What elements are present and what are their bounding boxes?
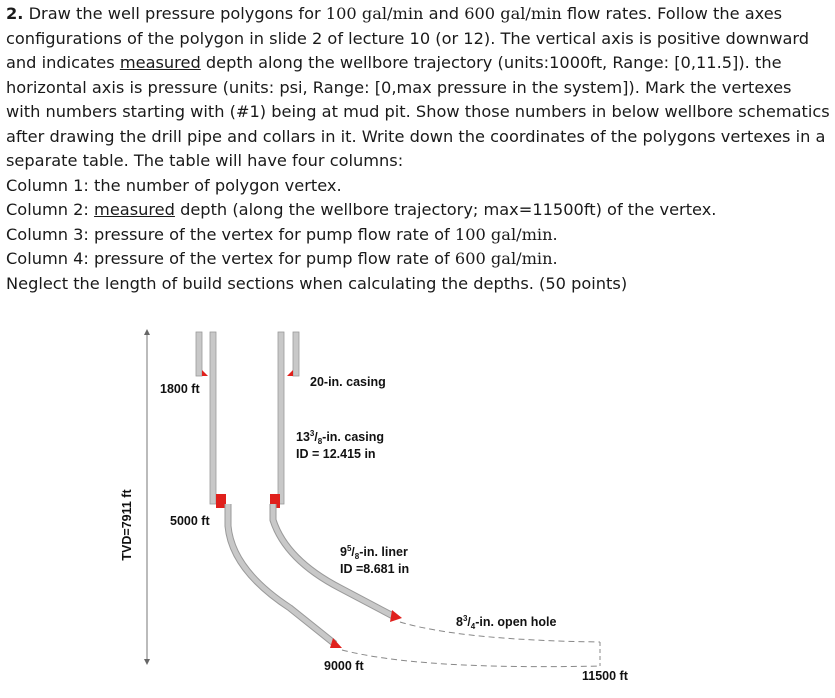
liner-label: $9^5/_8-in$. liner xyxy=(340,544,408,561)
underlined-word: measured xyxy=(94,200,175,219)
open-hole-size: 8 xyxy=(456,615,463,629)
casing-13in-wall-right xyxy=(278,332,284,504)
question-text-part: depth (along the wellbore trajectory; max=11500ft) of the vertex. xyxy=(174,200,717,219)
question-text-part: Column 2: xyxy=(6,200,95,219)
tvd-label: TVD=7911 ft xyxy=(120,489,134,561)
column-4-desc xyxy=(6,247,830,272)
depth-9000-label: 9000 ft xyxy=(324,659,364,673)
open-hole-label: $8^3/_4-in$. open hole xyxy=(456,614,557,631)
casing-20in-shoe-right xyxy=(287,370,293,376)
depth-5000-label: 5000 ft xyxy=(170,514,210,528)
casing-13in-id: ID = 12.415 in xyxy=(296,447,376,461)
fraction-denominator: 4 xyxy=(470,622,476,631)
column-2-desc xyxy=(6,198,830,223)
instruction-last: Neglect the length of build sections when calculating the depths. (50 points) xyxy=(6,273,628,293)
underlined-word: measured xyxy=(119,53,201,72)
casing-20in-label: 20-in. casing xyxy=(310,375,386,389)
casing-13in-type: -in. casing xyxy=(322,430,384,444)
fraction-numerator: 3 xyxy=(309,429,315,438)
question-text xyxy=(6,2,830,296)
liner-type: -in. liner xyxy=(359,545,408,559)
question-text-part: . xyxy=(552,249,558,268)
fraction-numerator: 3 xyxy=(462,614,468,623)
flow-rate: 600 gal/min xyxy=(454,249,553,268)
liner-shoe-right xyxy=(390,610,402,622)
casing-20in-shoe-left xyxy=(202,370,208,376)
fraction-denominator: 8 xyxy=(354,552,360,561)
question-text-part: flow rates. Follow the axes configurations of the polygon in slide 2 of lecture 10 (or 12). The vertical axis is positive downward and indicates xyxy=(6,4,810,72)
question-text-part: Column 3: pressure of the vertex for pump flow rate of xyxy=(6,224,455,244)
wellbore-schematic xyxy=(0,320,835,698)
liner-wall-right xyxy=(273,504,393,616)
casing-13in-wall-left xyxy=(210,332,216,504)
liner-id: ID =8.681 in xyxy=(340,562,410,576)
question-text-part: . xyxy=(552,224,558,244)
flow-rate-1: 100 gal/min xyxy=(325,4,424,23)
fraction-numerator: 5 xyxy=(346,544,352,553)
question-paragraph xyxy=(6,2,830,174)
depth-1800-label: 1800 ft xyxy=(160,382,200,396)
casing-13in-size: 13 xyxy=(296,430,310,444)
column-3-desc xyxy=(6,223,830,248)
casing-13in-label: $13^3/_8-in$. casing xyxy=(296,429,384,446)
casing-20in-wall-right xyxy=(293,332,299,376)
question-text-part: Draw the well pressure polygons for xyxy=(28,4,326,23)
flow-rate-2: 600 gal/min xyxy=(464,4,562,23)
question-text-part: Column 4: pressure of the vertex for pump flow rate of xyxy=(6,249,455,268)
question-text-part: depth along the wellbore trajectory (units:1000ft, Range: [0,11.5]). the horizontal axis is pressure (units: psi, Range: [0,max pressure in the system]). Mark the vertexes with numbers starting with (#1) being at mud pit. Show those numbers in below wellbore schematics after drawing the drill pipe and collars in it. Write down the coordinates of the polygons vertexes in a separate table. The table will have four columns: xyxy=(6,53,830,170)
open-hole-type: -in. open hole xyxy=(475,615,557,629)
column-1-desc: Column 1: the number of polygon vertex. xyxy=(6,175,342,195)
fraction-denominator: 8 xyxy=(317,437,323,446)
question-number: 2. xyxy=(6,4,24,23)
open-hole-lower xyxy=(342,650,600,667)
casing-20in-wall-left xyxy=(196,332,202,376)
liner-wall-right-fill xyxy=(273,504,393,616)
liner-size: 9 xyxy=(340,545,347,559)
depth-11500-label: 11500 ft xyxy=(582,669,628,683)
flow-rate: 100 gal/min xyxy=(454,224,553,244)
question-text-part: and xyxy=(423,4,465,23)
